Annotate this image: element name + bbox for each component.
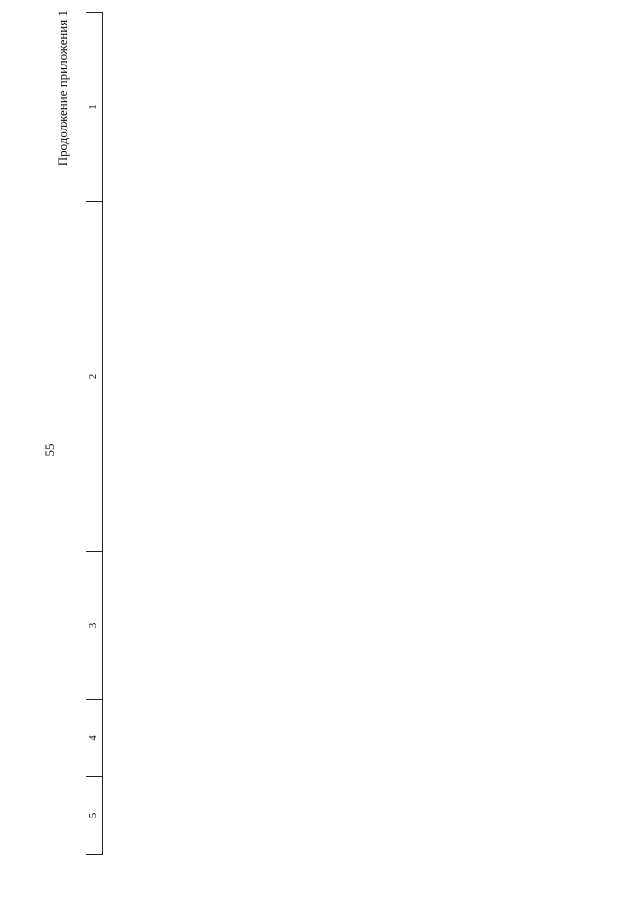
header-col-5: 5: [86, 777, 103, 855]
header-col-1: 1: [86, 13, 103, 202]
header-col-3: 3: [86, 552, 103, 700]
appendix-table: [86, 12, 103, 855]
continuation-label: Продолжение приложения 1: [55, 10, 70, 167]
page-number: 55: [42, 443, 57, 457]
header-col-4: 4: [86, 700, 103, 777]
header-col-2: 2: [86, 202, 103, 552]
table-header-row: [86, 13, 103, 855]
